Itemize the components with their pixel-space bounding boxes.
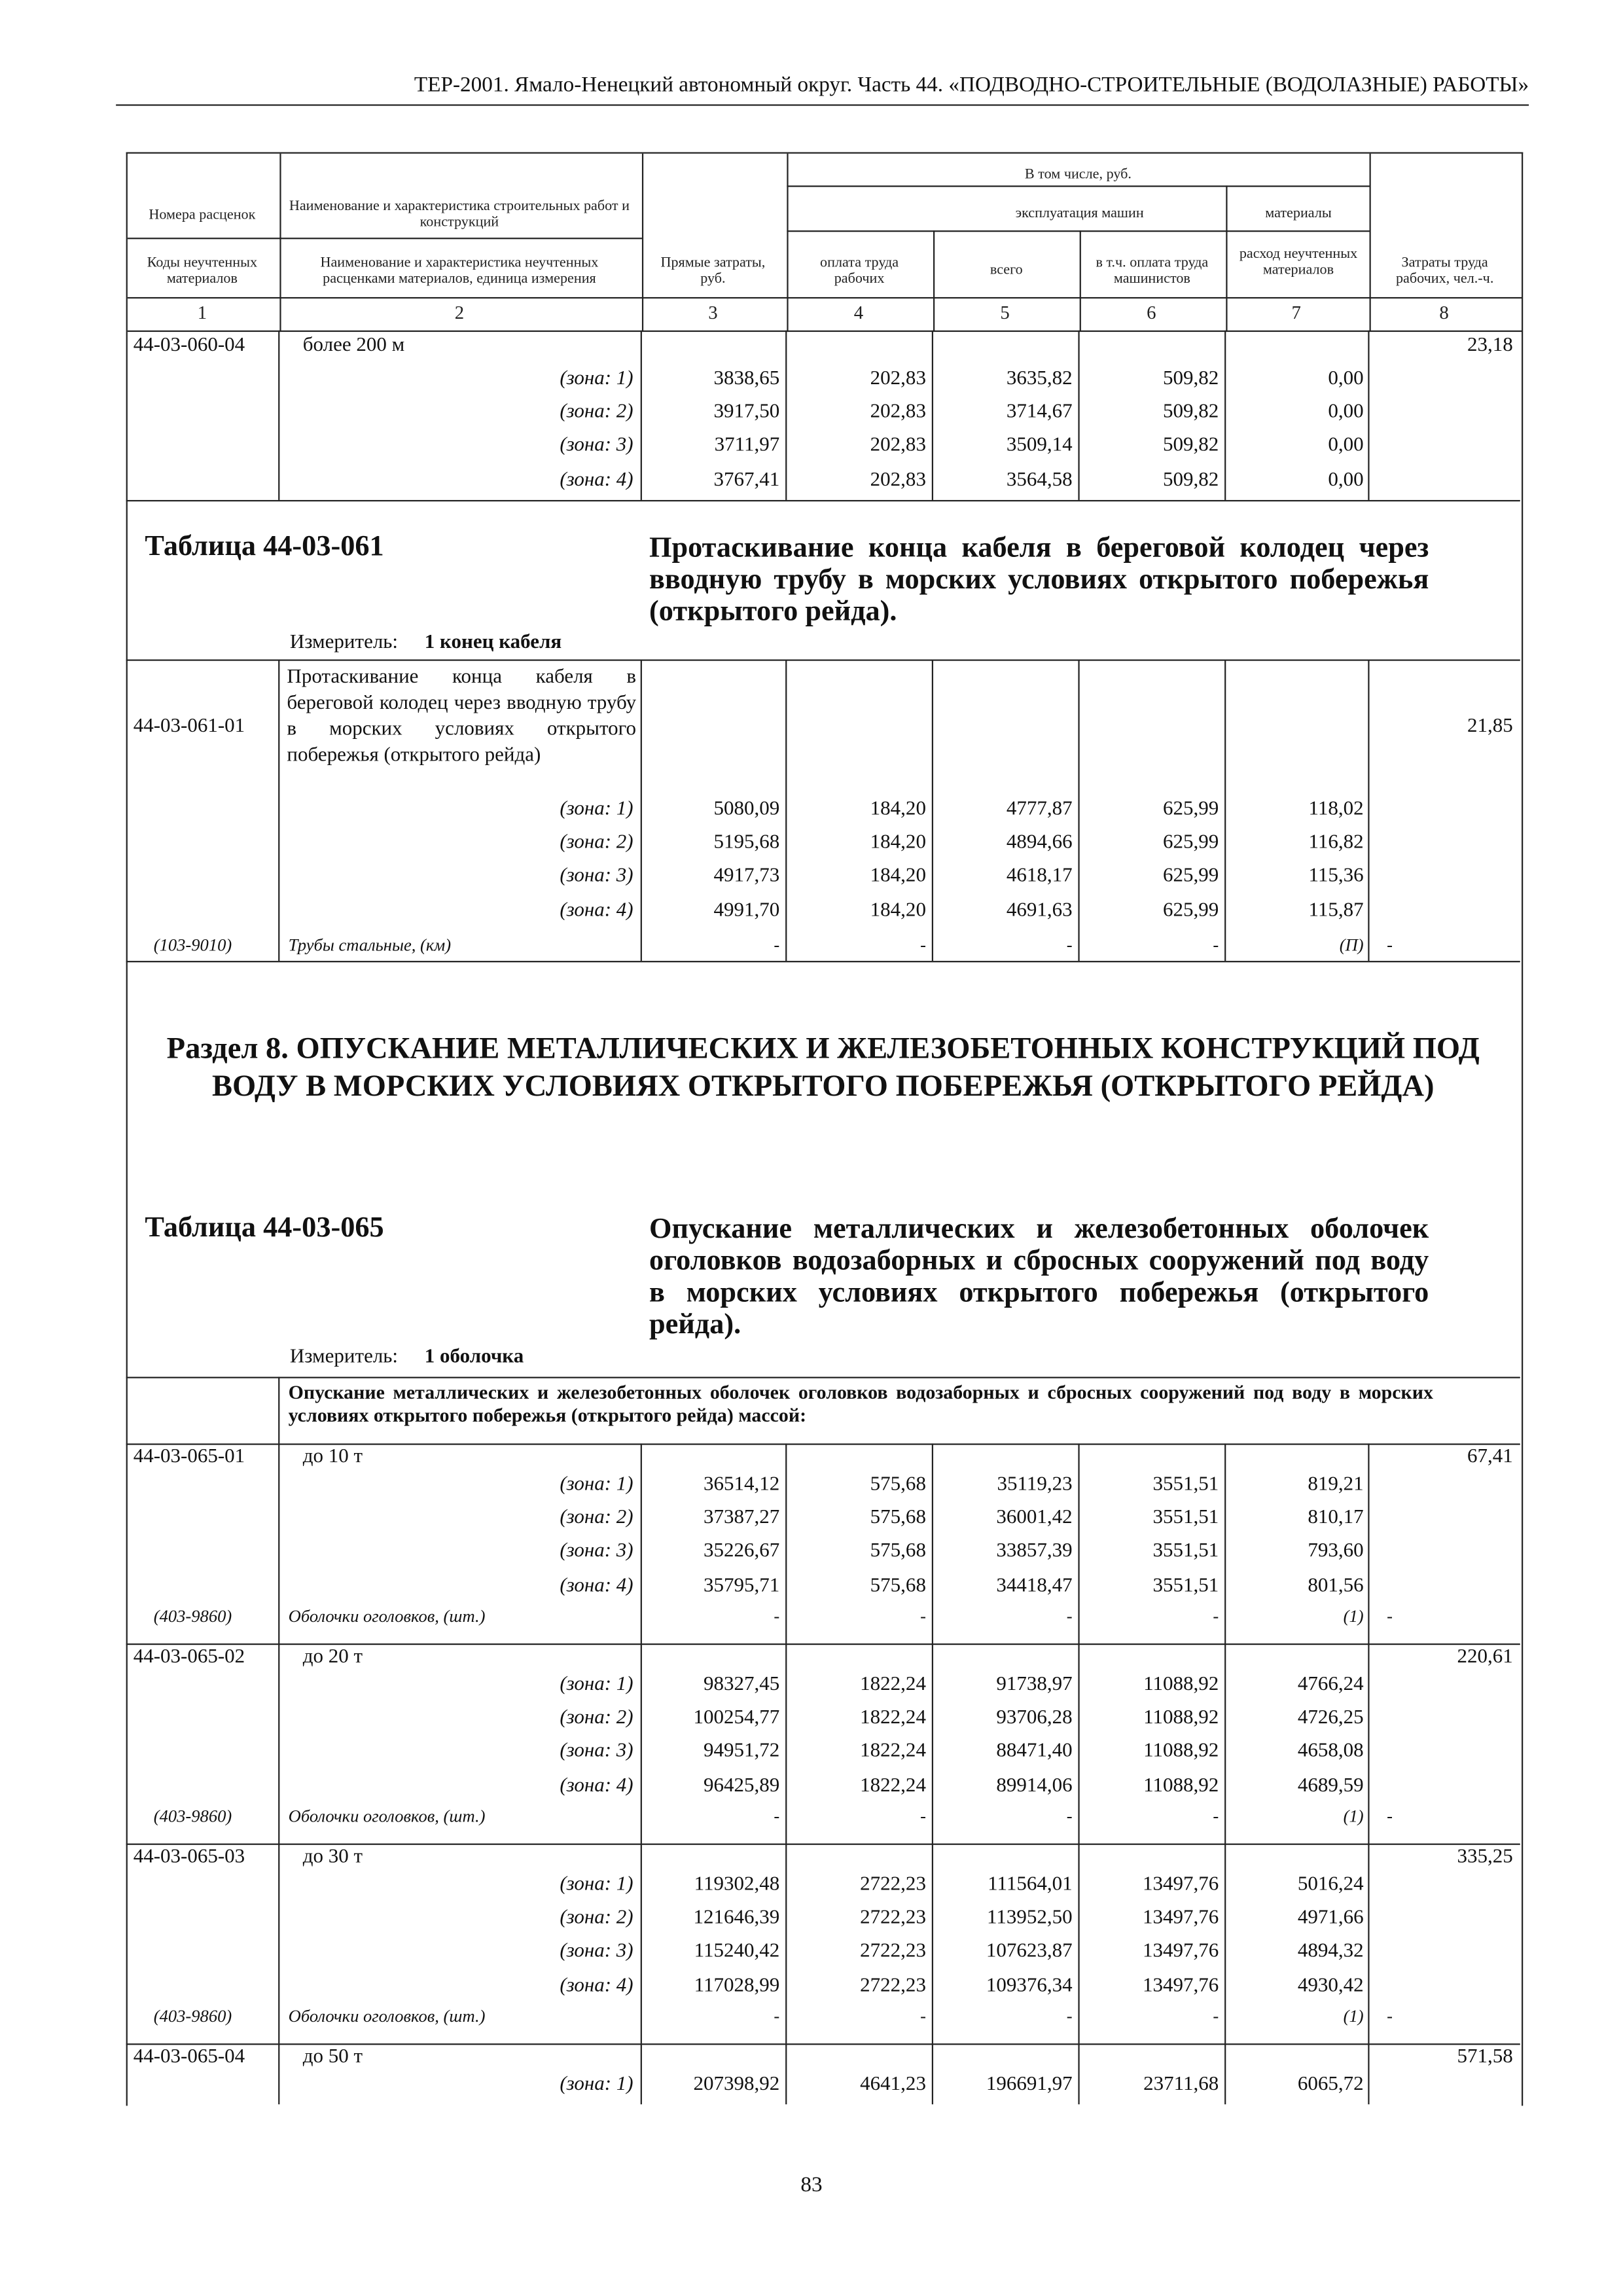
col-rates-number: Номера расценок — [149, 207, 256, 224]
dash-value: - — [774, 935, 780, 956]
rule — [128, 238, 642, 239]
cost-value: 34418,47 — [996, 1575, 1073, 1597]
cost-value: 35119,23 — [997, 1473, 1073, 1496]
cost-value: 5080,09 — [713, 798, 780, 821]
cost-value: 4930,42 — [1297, 1975, 1364, 1997]
cost-value: 2722,23 — [860, 1874, 926, 1896]
cost-value: 4658,08 — [1297, 1741, 1364, 1763]
rule — [1078, 1643, 1079, 1844]
rule — [641, 2043, 642, 2104]
cost-value: 109376,34 — [986, 1975, 1073, 1997]
cost-value: 0,00 — [1328, 401, 1364, 423]
rule — [641, 1643, 642, 1844]
zone-label: (зона: 1) — [560, 1473, 633, 1496]
col-rates-codes-text: Коды неучтенных материалов — [147, 255, 258, 287]
cost-value: 4766,24 — [1297, 1674, 1364, 1696]
rule — [641, 660, 642, 961]
material-qty: (1) — [1343, 2005, 1364, 2026]
cost-value: 202,83 — [870, 368, 926, 390]
zone-label: (зона: 3) — [560, 1541, 633, 1563]
cost-value: 575,68 — [870, 1507, 926, 1530]
rule — [785, 2043, 787, 2104]
cost-value: 115,87 — [1308, 899, 1364, 922]
rule — [1368, 1443, 1369, 1643]
cost-value: 116,82 — [1308, 832, 1364, 854]
cost-value: 118,02 — [1308, 798, 1364, 821]
rule — [126, 500, 1520, 501]
rule — [932, 2043, 933, 2104]
cost-value: 36001,42 — [996, 1507, 1073, 1530]
cost-value: 115240,42 — [694, 1941, 780, 1964]
measure-label: Измеритель: — [289, 1346, 399, 1369]
cost-value: 107623,87 — [986, 1941, 1073, 1964]
cost-value: 100254,77 — [693, 1707, 780, 1730]
rule — [641, 331, 642, 500]
cost-value: 202,83 — [870, 401, 926, 423]
col-including: В том числе, руб. — [1024, 166, 1132, 183]
cost-value: 11088,92 — [1143, 1707, 1219, 1730]
rate-name: до 30 т — [302, 1846, 363, 1869]
cost-value: 575,68 — [870, 1575, 926, 1597]
cost-value: 98327,45 — [704, 1674, 780, 1696]
zone-label: (зона: 3) — [560, 1741, 633, 1763]
zone-label: (зона: 2) — [560, 1707, 633, 1730]
cost-value: 4726,25 — [1297, 1707, 1364, 1730]
rule — [126, 1377, 1520, 1378]
cost-value: 35226,67 — [704, 1541, 780, 1563]
rule — [932, 331, 933, 500]
rule — [1224, 1443, 1226, 1643]
rule — [787, 185, 1369, 187]
column-number: 4 — [853, 301, 864, 323]
col-name — [287, 198, 632, 230]
cost-value: 3551,51 — [1152, 1541, 1219, 1563]
cost-value: 4618,17 — [1006, 865, 1073, 888]
dash-value: - — [774, 1806, 780, 1827]
cost-value: 96425,89 — [704, 1774, 780, 1797]
column-number: 2 — [454, 301, 465, 323]
rule — [641, 1443, 642, 1643]
cost-value: 625,99 — [1162, 899, 1219, 922]
labor-value: 571,58 — [1457, 2046, 1513, 2068]
table-title: Таблица 44-03-065 — [145, 1211, 384, 1244]
rule — [128, 297, 1522, 298]
col-direct — [648, 255, 778, 287]
dash-value: - — [1387, 935, 1393, 956]
rule — [785, 660, 787, 961]
rate-code: 44-03-065-02 — [133, 1646, 245, 1668]
rule — [1368, 1643, 1369, 1844]
material-code: (403-9860) — [153, 1806, 232, 1827]
cost-value: 625,99 — [1162, 798, 1219, 821]
col-wage — [794, 255, 924, 287]
cost-value: 184,20 — [870, 899, 926, 922]
rule — [1078, 660, 1079, 961]
labor-value: 67,41 — [1467, 1446, 1513, 1469]
rule — [126, 961, 1520, 962]
rule — [278, 331, 279, 500]
rule — [932, 1443, 933, 1643]
rule — [126, 2043, 1520, 2045]
zone-label: (зона: 1) — [560, 1874, 633, 1896]
material-name: Оболочки оголовков, (шт.) — [288, 1605, 486, 1626]
cost-value: 3551,51 — [1152, 1507, 1219, 1530]
column-number: 3 — [708, 301, 718, 323]
material-name: Оболочки оголовков, (шт.) — [288, 2005, 486, 2026]
column-number: 8 — [1439, 301, 1449, 323]
rate-code: 44-03-065-01 — [133, 1446, 245, 1469]
cost-value: 4641,23 — [860, 2073, 926, 2096]
col-rates-codes — [126, 255, 279, 287]
rule — [1224, 1643, 1226, 1844]
cost-value: 509,82 — [1162, 469, 1219, 491]
cost-value: 793,60 — [1308, 1541, 1364, 1563]
col-total: всего — [990, 262, 1023, 279]
zone-label: (зона: 2) — [560, 832, 633, 854]
rule — [1368, 331, 1369, 500]
rule — [1368, 660, 1369, 961]
labor-value: 220,61 — [1457, 1646, 1513, 1668]
cost-value: 509,82 — [1162, 435, 1219, 457]
dash-value: - — [1213, 935, 1219, 956]
cost-value: 1822,24 — [860, 1774, 926, 1797]
col-incl-wage — [1084, 255, 1220, 287]
cost-value: 89914,06 — [996, 1774, 1073, 1797]
cost-value: 0,00 — [1328, 469, 1364, 491]
material-qty: (1) — [1343, 1806, 1364, 1827]
measure-value: 1 конец кабеля — [424, 632, 562, 654]
cost-value: 5016,24 — [1297, 1874, 1364, 1896]
material-code: (103-9010) — [153, 935, 232, 956]
rule — [278, 660, 279, 961]
cost-value: 3509,14 — [1006, 435, 1073, 457]
cost-value: 93706,28 — [996, 1707, 1073, 1730]
cost-value: 625,99 — [1162, 865, 1219, 888]
rule — [932, 660, 933, 961]
cost-value: 5195,68 — [713, 832, 780, 854]
dash-value: - — [920, 1605, 926, 1626]
cost-value: 196691,97 — [986, 2073, 1073, 2096]
zone-label: (зона: 4) — [560, 1975, 633, 1997]
cost-value: 4691,63 — [1006, 899, 1073, 922]
rule — [278, 1844, 279, 2044]
dash-value: - — [1387, 1605, 1393, 1626]
cost-value: 575,68 — [870, 1473, 926, 1496]
cost-value: 1822,24 — [860, 1674, 926, 1696]
cost-value: 1822,24 — [860, 1741, 926, 1763]
rate-name: до 10 т — [302, 1446, 363, 1469]
cost-value: 0,00 — [1328, 435, 1364, 457]
cost-value: 3767,41 — [713, 469, 780, 491]
zone-label: (зона: 2) — [560, 1507, 633, 1530]
table-caption: Опускание металлических и железобетонных оболочек оголовков водозаборных и сбросных сооружений под воду в морских условиях открытого побережья (открытого рейда). — [649, 1213, 1429, 1341]
rule — [1224, 660, 1226, 961]
page-number: 83 — [800, 2174, 823, 2197]
zone-label: (зона: 1) — [560, 1674, 633, 1696]
cost-value: 3838,65 — [713, 368, 780, 390]
cost-value: 88471,40 — [996, 1741, 1073, 1763]
col-labor — [1377, 255, 1513, 287]
rule — [1078, 331, 1079, 500]
cost-value: 91738,97 — [996, 1674, 1073, 1696]
col-direct-text: Прямые затраты, руб. — [660, 255, 766, 287]
col-labor-text: Затраты труда рабочих, чел.-ч. — [1395, 255, 1494, 287]
material-name: Оболочки оголовков, (шт.) — [288, 1806, 486, 1827]
cost-value: 119302,48 — [694, 1874, 780, 1896]
cost-value: 4894,32 — [1297, 1941, 1364, 1964]
table-caption: Протаскивание конца кабеля в береговой колодец через вводную трубу в морских условиях открытого побережья (открытого рейда). — [649, 531, 1429, 628]
zone-label: (зона: 4) — [560, 469, 633, 491]
cost-value: 625,99 — [1162, 832, 1219, 854]
cost-value: 2722,23 — [860, 1941, 926, 1964]
rule — [1078, 1443, 1079, 1643]
rule — [126, 1443, 1520, 1444]
dash-value: - — [1066, 2005, 1073, 2026]
cost-value: 819,21 — [1308, 1473, 1364, 1496]
dash-value: - — [774, 1605, 780, 1626]
rule — [1078, 2043, 1079, 2104]
cost-value: 37387,27 — [704, 1507, 780, 1530]
labor-value: 23,18 — [1467, 334, 1513, 357]
rate-name: более 200 м — [302, 334, 405, 357]
cost-value: 202,83 — [870, 469, 926, 491]
measure-value: 1 оболочка — [424, 1346, 524, 1369]
dash-value: - — [1066, 935, 1073, 956]
rate-code: 44-03-061-01 — [133, 715, 245, 738]
rule — [1368, 2043, 1369, 2104]
cost-value: 115,36 — [1308, 865, 1364, 888]
zone-label: (зона: 1) — [560, 2073, 633, 2096]
cost-value: 6065,72 — [1297, 2073, 1364, 2096]
dash-value: - — [774, 2005, 780, 2026]
cost-value: 184,20 — [870, 832, 926, 854]
rate-code: 44-03-065-03 — [133, 1846, 245, 1869]
cost-value: 810,17 — [1308, 1507, 1364, 1530]
measure-label: Измеритель: — [289, 632, 399, 654]
cost-value: 3564,58 — [1006, 469, 1073, 491]
cost-value: 4991,70 — [713, 899, 780, 922]
page-header: ТЕР-2001. Ямало-Ненецкий автономный округ. Часть 44. «ПОДВОДНО-СТРОИТЕЛЬНЫЕ (ВОДОЛАЗНЫЕ) РАБОТЫ» — [116, 67, 1529, 106]
col-name2 — [287, 255, 632, 287]
col-materials: материалы — [1265, 206, 1332, 222]
cost-value: 13497,76 — [1142, 1941, 1219, 1964]
labor-value: 21,85 — [1467, 715, 1513, 738]
cost-value: 1822,24 — [860, 1707, 926, 1730]
cost-value: 11088,92 — [1143, 1774, 1219, 1797]
rule — [785, 331, 787, 500]
cost-value: 4689,59 — [1297, 1774, 1364, 1797]
zone-label: (зона: 3) — [560, 1941, 633, 1964]
zone-label: (зона: 1) — [560, 368, 633, 390]
cost-value: 4777,87 — [1006, 798, 1073, 821]
cost-value: 207398,92 — [693, 2073, 780, 2096]
cost-value: 117028,99 — [694, 1975, 780, 1997]
rule — [128, 331, 1522, 332]
cost-value: 801,56 — [1308, 1575, 1364, 1597]
dash-value: - — [1066, 1605, 1073, 1626]
rule — [1078, 1844, 1079, 2044]
material-code: (403-9860) — [153, 2005, 232, 2026]
zone-label: (зона: 3) — [560, 435, 633, 457]
rule — [126, 1643, 1520, 1645]
zone-label: (зона: 4) — [560, 1575, 633, 1597]
material-name: Трубы стальные, (км) — [288, 935, 452, 956]
rule — [785, 1844, 787, 2044]
rule — [1224, 2043, 1226, 2104]
rate-code: 44-03-060-04 — [133, 334, 245, 357]
cost-value: 184,20 — [870, 798, 926, 821]
dash-value: - — [920, 2005, 926, 2026]
rate-name: до 50 т — [302, 2046, 363, 2068]
table-title: Таблица 44-03-061 — [145, 530, 384, 563]
column-number: 7 — [1291, 301, 1301, 323]
cost-value: 202,83 — [870, 435, 926, 457]
material-qty: (1) — [1343, 1605, 1364, 1626]
col-machines: эксплуатация машин — [1015, 206, 1144, 222]
cost-value: 36514,12 — [704, 1473, 780, 1496]
rule — [1224, 331, 1226, 500]
column-number: 6 — [1147, 301, 1156, 323]
zone-label: (зона: 3) — [560, 865, 633, 888]
cost-value: 3714,67 — [1006, 401, 1073, 423]
cost-value: 35795,71 — [704, 1575, 780, 1597]
rule — [787, 230, 1369, 232]
dash-value: - — [920, 935, 926, 956]
dash-value: - — [1213, 1806, 1219, 1827]
col-mat-usage — [1232, 246, 1365, 278]
rule — [785, 1443, 787, 1643]
rule — [278, 2043, 279, 2104]
zone-label: (зона: 2) — [560, 401, 633, 423]
cost-value: 13497,76 — [1142, 1907, 1219, 1929]
rule — [932, 1643, 933, 1844]
cost-value: 3635,82 — [1006, 368, 1073, 390]
column-number: 1 — [197, 301, 207, 323]
rule — [1368, 1844, 1369, 2044]
material-qty: (П) — [1339, 935, 1364, 956]
dash-value: - — [1387, 2005, 1393, 2026]
zone-label: (зона: 4) — [560, 899, 633, 922]
cost-value: 2722,23 — [860, 1907, 926, 1929]
cost-value: 575,68 — [870, 1541, 926, 1563]
cost-value: 3551,51 — [1152, 1473, 1219, 1496]
section-title: Раздел 8. ОПУСКАНИЕ МЕТАЛЛИЧЕСКИХ И ЖЕЛЕЗОБЕТОННЫХ КОНСТРУКЦИЙ ПОД ВОДУ В МОРСКИХ УСЛОВИЯХ ОТКРЫТОГО ПОБЕРЕЖЬЯ (ОТКРЫТОГО РЕЙДА) — [166, 1030, 1480, 1103]
col-wage-text: оплата труда рабочих — [820, 255, 899, 287]
cost-value: 3917,50 — [713, 401, 780, 423]
rule — [278, 1377, 279, 1444]
zone-label: (зона: 2) — [560, 1907, 633, 1929]
rate-code: 44-03-065-04 — [133, 2046, 245, 2068]
cost-value: 3711,97 — [714, 435, 780, 457]
col-mat-usage-text: расход неучтенных материалов — [1239, 246, 1358, 279]
rule — [1224, 1844, 1226, 2044]
rule — [278, 1443, 279, 1643]
cost-value: 33857,39 — [996, 1541, 1073, 1563]
cost-value: 4917,73 — [713, 865, 780, 888]
column-number: 5 — [1000, 301, 1010, 323]
col-name2-text: Наименование и характеристика неучтенных расценками материалов, единица измерения — [320, 255, 599, 287]
cost-value: 113952,50 — [986, 1907, 1073, 1929]
dash-value: - — [1213, 1605, 1219, 1626]
cost-value: 13497,76 — [1142, 1874, 1219, 1896]
rule — [126, 1844, 1520, 1845]
rule — [785, 1643, 787, 1844]
cost-value: 184,20 — [870, 865, 926, 888]
cost-value: 94951,72 — [704, 1741, 780, 1763]
cost-value: 4971,66 — [1297, 1907, 1364, 1929]
cost-value: 3551,51 — [1152, 1575, 1219, 1597]
dash-value: - — [1066, 1806, 1073, 1827]
cost-value: 121646,39 — [693, 1907, 780, 1929]
dash-value: - — [1387, 1806, 1393, 1827]
zone-label: (зона: 1) — [560, 798, 633, 821]
cost-value: 0,00 — [1328, 368, 1364, 390]
rate-name: Протаскивание конца кабеля в береговой колодец через вводную трубу в морских условиях открытого побережья (открытого рейда) — [287, 666, 637, 767]
zone-label: (зона: 4) — [560, 1774, 633, 1797]
material-code: (403-9860) — [153, 1605, 232, 1626]
cost-value: 4894,66 — [1006, 832, 1073, 854]
cost-value: 509,82 — [1162, 368, 1219, 390]
rate-name: до 20 т — [302, 1646, 363, 1668]
cost-value: 13497,76 — [1142, 1975, 1219, 1997]
cost-value: 11088,92 — [1143, 1741, 1219, 1763]
labor-value: 335,25 — [1457, 1846, 1513, 1869]
cost-value: 509,82 — [1162, 401, 1219, 423]
cost-value: 11088,92 — [1143, 1674, 1219, 1696]
group-heading: Опускание металлических и железобетонных оболочек оголовков водозаборных и сбросных сооружений под воду в морских условиях открытого побережья (открытого рейда) массой: — [288, 1381, 1433, 1426]
cost-value: 111564,01 — [988, 1874, 1073, 1896]
rule — [641, 1844, 642, 2044]
cost-value: 2722,23 — [860, 1975, 926, 1997]
col-name-text: Наименование и характеристика строительных работ и конструкций — [289, 198, 630, 231]
rule — [126, 660, 1520, 661]
cost-value: 23711,68 — [1143, 2073, 1219, 2096]
rule — [278, 1643, 279, 1844]
dash-value: - — [1213, 2005, 1219, 2026]
rule — [932, 1844, 933, 2044]
col-incl-wage-text: в т.ч. оплата труда машинистов — [1096, 255, 1209, 287]
dash-value: - — [920, 1806, 926, 1827]
